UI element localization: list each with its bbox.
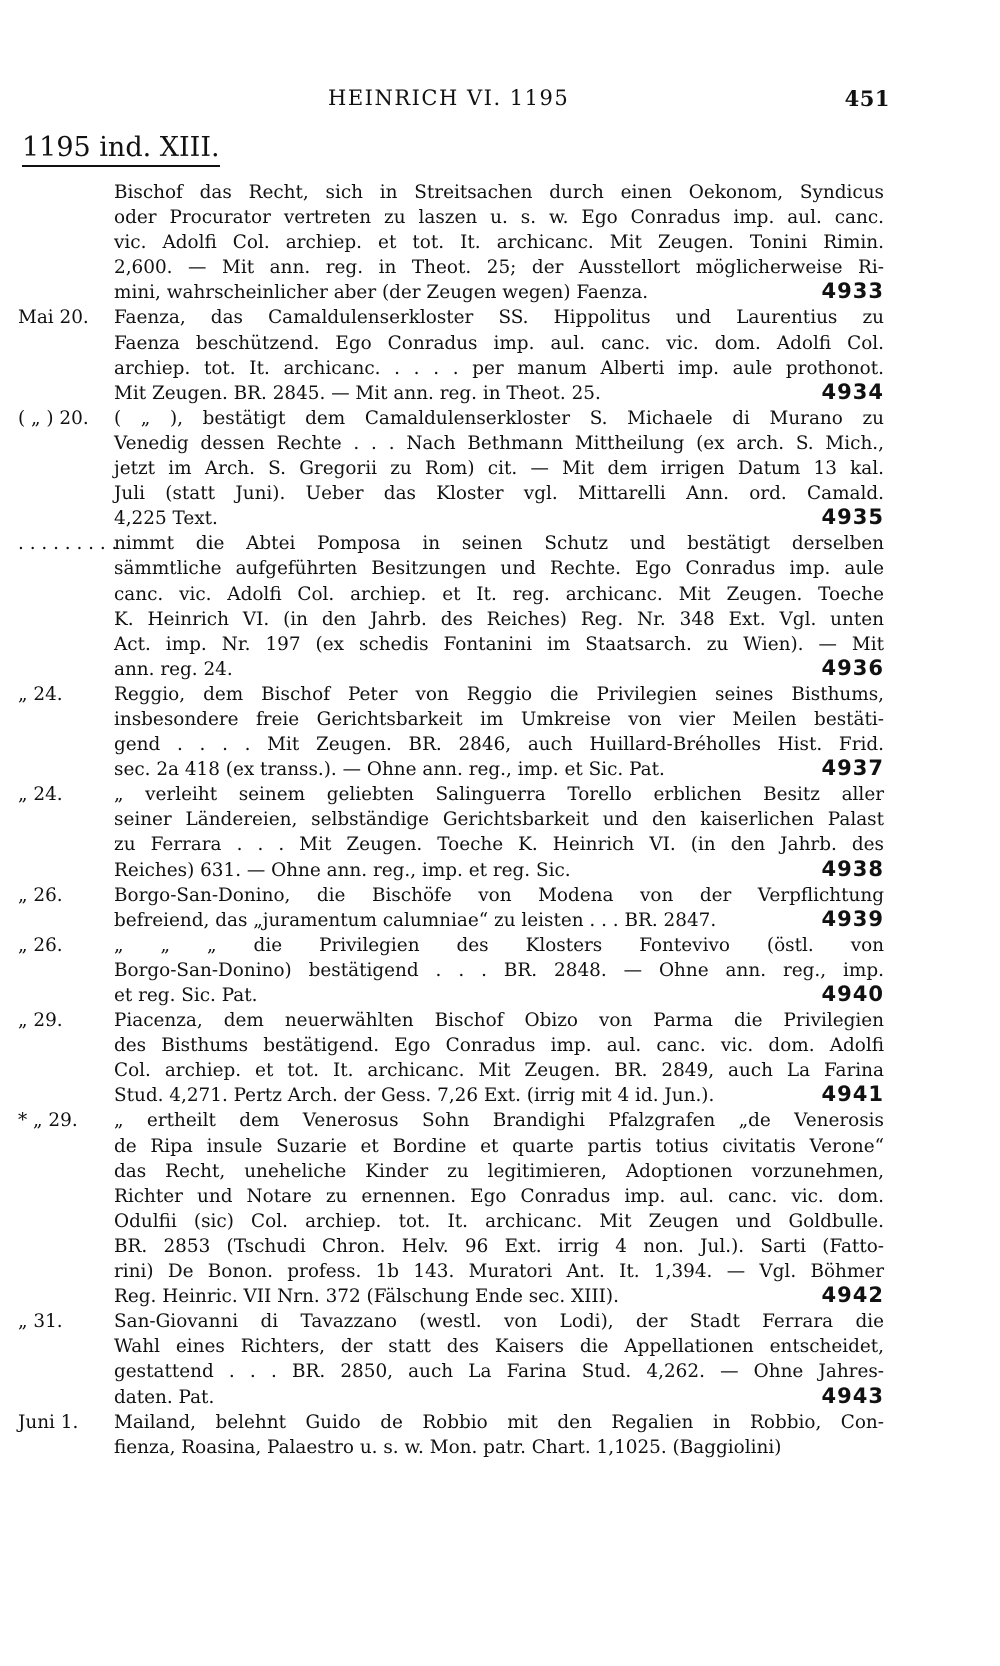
entry-line: archiep. tot. It. archicanc. . . . . per manum Alberti imp. aule prothonot.: [114, 357, 884, 379]
entry-line: [114, 1083, 884, 1108]
entry-line: 2,600. — Mit ann. reg. in Theot. 25; der Ausstellort möglicherweise Ri-: [114, 257, 884, 279]
entry-line: des Bisthums bestätigend. Ego Conradus imp. aul. canc. vic. dom. Adolfi: [114, 1035, 884, 1057]
entry-text: [114, 180, 884, 305]
entry-line: Venedig dessen Rechte . . . Nach Bethmann Mittheilung (ex arch. S. Mich.,: [114, 432, 884, 454]
regest-number: 4937: [821, 756, 884, 781]
regest-entry: [0, 406, 1000, 531]
entry-line: [114, 908, 884, 933]
entry-line: [114, 280, 884, 305]
regest-number: 4935: [821, 505, 884, 530]
entry-text: [114, 682, 884, 782]
entry-text: [114, 1309, 884, 1409]
entry-line: Bischof das Recht, sich in Streitsachen durch einen Oekonom, Syndicus: [114, 182, 884, 203]
entry-text: [114, 1108, 884, 1309]
regest-number: 4939: [821, 906, 884, 931]
page-number: 451: [844, 86, 890, 111]
entry-line: ( „ ), bestätigt dem Camaldulenserkloster S. Michaele di Murano zu: [114, 407, 884, 429]
regest-entry: [0, 180, 1000, 305]
entry-line-text: Reg. Heinric. VII Nrn. 372 (Fälschung Ende sec. XIII).: [114, 1286, 619, 1308]
entry-date: „ 24.: [18, 683, 63, 705]
entry-line-text: befreiend, das „juramentum calumniae“ zu leisten . . . BR. 2847.: [114, 909, 717, 931]
entry-line: seiner Ländereien, selbständige Gerichtsbarkeit und den kaiserlichen Palast: [114, 809, 884, 831]
entry-line: Col. archiep. et tot. It. archicanc. Mit Zeugen. BR. 2849, auch La Farina: [114, 1060, 884, 1082]
entry-line: „ ertheilt dem Venerosus Sohn Brandighi Pfalzgrafen „de Venerosis: [114, 1110, 884, 1132]
entry-line: K. Heinrich VI. (in den Jahrb. des Reiches) Reg. Nr. 348 Ext. Vgl. unten: [114, 608, 884, 630]
entry-line: oder Procurator vertreten zu laszen u. s. w. Ego Conradus imp. aul. canc.: [114, 207, 884, 229]
regest-entry: [0, 1108, 1000, 1309]
entry-date: „ 26.: [18, 884, 63, 906]
entry-line: zu Ferrara . . . Mit Zeugen. Toeche K. Heinrich VI. (in den Jahrb. des: [114, 834, 884, 856]
entry-date: „ 29.: [18, 1010, 63, 1032]
regest-entry: [0, 531, 1000, 682]
entry-text: [114, 305, 884, 405]
entry-line-text: Reiches) 631. — Ohne ann. reg., imp. et reg. Sic.: [114, 859, 571, 881]
entry-text: [114, 933, 884, 1008]
entry-line: Act. imp. Nr. 197 (ex schedis Fontanini im Staatsarch. zu Wien). — Mit: [114, 633, 884, 655]
entry-line-text: et reg. Sic. Pat.: [114, 985, 258, 1006]
entry-text: [114, 406, 884, 531]
entry-text: [114, 1008, 884, 1108]
entry-date: Mai 20.: [18, 307, 89, 329]
entry-line-text: Stud. 4,271. Pertz Arch. der Gess. 7,26 Ext. (irrig mit 4 id. Jun.).: [114, 1085, 715, 1107]
regest-entry: [0, 933, 1000, 1008]
entry-date: . . . . . . . . .: [18, 533, 118, 555]
regest-entry: [0, 1309, 1000, 1409]
entry-line-text: mini, wahrscheinlicher aber (der Zeugen wegen) Faenza.: [114, 282, 649, 304]
entry-line: [114, 757, 884, 782]
entry-date: „ 31.: [18, 1311, 63, 1333]
entry-line: „ „ „ die Privilegien des Klosters Fontevivo (östl. von: [114, 934, 884, 956]
entry-line: sämmtliche aufgeführten Besitzungen und Rechte. Ego Conradus imp. aule: [114, 558, 884, 580]
entry-line: [114, 983, 884, 1008]
regest-number: 4936: [821, 655, 884, 680]
entry-line: [114, 1284, 884, 1309]
regest-entry: [0, 305, 1000, 405]
entry-line: fienza, Roasina, Palaestro u. s. w. Mon. patr. Chart. 1,1025. (Baggiolini): [114, 1436, 782, 1458]
entry-line-text: daten. Pat.: [114, 1386, 215, 1408]
entry-line-text: ann. reg. 24.: [114, 658, 233, 680]
regest-number: 4933: [821, 279, 884, 304]
entry-line: Juli (statt Juni). Ueber das Kloster vgl. Mittarelli Ann. ord. Camald.: [114, 483, 884, 505]
entry-line: das Recht, uneheliche Kinder zu legitimieren, Adoptionen vorzunehmen,: [114, 1160, 884, 1182]
entry-line: Wahl eines Richters, der statt des Kaisers die Appellationen entscheidet,: [114, 1336, 884, 1358]
regest-number: 4938: [821, 856, 884, 881]
entry-line: [114, 858, 884, 883]
entry-line: Borgo-San-Donino, die Bischöfe von Modena von der Verpflichtung: [114, 884, 884, 906]
entry-date: „ 24.: [18, 784, 63, 806]
entry-line: Odulfii (sic) Col. archiep. tot. It. archicanc. Mit Zeugen und Goldbulle.: [114, 1210, 884, 1232]
entry-text: [114, 1410, 884, 1460]
entry-date: „ 26.: [18, 934, 63, 956]
entry-line: nimmt die Abtei Pomposa in seinen Schutz und bestätigt derselben: [114, 533, 884, 555]
regest-entry: [0, 1410, 1000, 1460]
year-indiction-marker: 1195 ind. XIII.: [22, 132, 220, 167]
running-title: HEINRICH VI. 1195: [328, 86, 570, 110]
regest-entry: [0, 1008, 1000, 1108]
entry-date: Juni 1.: [18, 1411, 79, 1433]
entry-line: [114, 657, 884, 682]
entry-line: [114, 506, 884, 531]
entry-line: Mailand, belehnt Guido de Robbio mit den Regalien in Robbio, Con-: [114, 1411, 884, 1433]
entry-line: Reggio, dem Bischof Peter von Reggio die Privilegien seines Bisthums,: [114, 683, 884, 705]
entry-line: Faenza beschützend. Ego Conradus imp. aul. canc. vic. dom. Adolfi Col.: [114, 332, 884, 354]
entry-date: ( „ ) 20.: [18, 407, 89, 429]
entry-line: gend . . . . Mit Zeugen. BR. 2846, auch Huillard-Bréholles Hist. Frid.: [114, 734, 884, 756]
regest-entry: [0, 782, 1000, 882]
entry-line: „ verleiht seinem geliebten Salinguerra Torello erblichen Besitz aller: [114, 784, 884, 806]
regest-entry: [0, 682, 1000, 782]
entry-line: Faenza, das Camaldulenserkloster SS. Hippolitus und Laurentius zu: [114, 307, 884, 329]
entry-line-text: 4,225 Text.: [114, 508, 218, 530]
entry-line: de Ripa insule Suzarie et Bordine et quarte partis totius civitatis Verone“: [114, 1135, 884, 1157]
entry-line: insbesondere freie Gerichtsbarkeit im Umkreise von vier Meilen bestäti-: [114, 708, 884, 730]
regest-entry: [0, 883, 1000, 933]
entry-line: [114, 381, 884, 406]
regest-number: 4942: [821, 1283, 884, 1308]
entry-line: BR. 2853 (Tschudi Chron. Helv. 96 Ext. irrig 4 non. Jul.). Sarti (Fatto-: [114, 1235, 884, 1257]
entry-line: San-Giovanni di Tavazzano (westl. von Lodi), der Stadt Ferrara die: [114, 1311, 884, 1333]
entry-date: * „ 29.: [18, 1110, 78, 1132]
entry-line: Richter und Notare zu ernennen. Ego Conradus imp. aul. canc. vic. dom.: [114, 1185, 884, 1207]
regest-number: 4940: [821, 982, 884, 1006]
entry-line: rini) De Bonon. profess. 1b 143. Muratori Ant. It. 1,394. — Vgl. Böhmer: [114, 1261, 884, 1283]
entry-text: [114, 883, 884, 933]
entry-line: Piacenza, dem neuerwählten Bischof Obizo von Parma die Privilegien: [114, 1010, 884, 1032]
entry-text: [114, 531, 884, 682]
entry-line: canc. vic. Adolfi Col. archiep. et It. reg. archicanc. Mit Zeugen. Toeche: [114, 583, 884, 605]
entry-line: Borgo-San-Donino) bestätigend . . . BR. 2848. — Ohne ann. reg., imp.: [114, 959, 884, 981]
entry-text: [114, 782, 884, 882]
entry-line-text: Mit Zeugen. BR. 2845. — Mit ann. reg. in Theot. 25.: [114, 382, 601, 404]
entry-line: vic. Adolfi Col. archiep. et tot. It. archicanc. Mit Zeugen. Tonini Rimin.: [114, 232, 884, 254]
regesta-entries: [0, 180, 1000, 1460]
regest-number: 4943: [821, 1383, 884, 1408]
entry-line: jetzt im Arch. S. Gregorii zu Rom) cit. — Mit dem irrigen Datum 13 kal.: [114, 458, 884, 480]
entry-line: [114, 1385, 884, 1410]
entry-line: gestattend . . . BR. 2850, auch La Farina Stud. 4,262. — Ohne Jahres-: [114, 1361, 884, 1383]
regest-number: 4934: [821, 379, 884, 404]
entry-line-text: sec. 2a 418 (ex transs.). — Ohne ann. reg., imp. et Sic. Pat.: [114, 759, 665, 781]
regest-number: 4941: [821, 1082, 884, 1107]
